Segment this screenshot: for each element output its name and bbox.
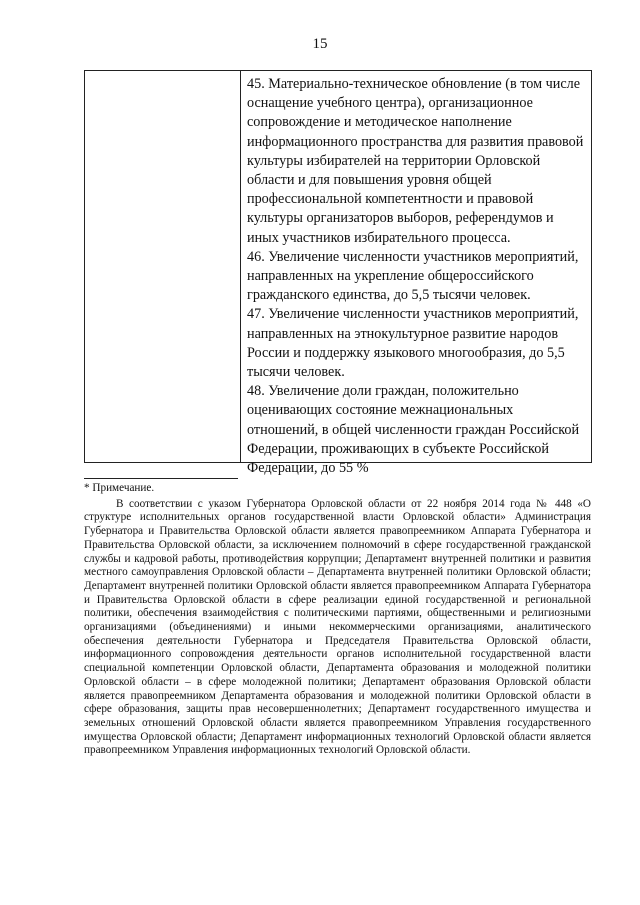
footnote-text: В соответствии с указом Губернатора Орловской области от 22 ноября 2014 года № 448 «О структуре исполнительных органов государственной власти Орловской области» Администрация Губернатора и Правительства Орловской области является правопреемником Аппарата Губернатора и Правительства Орловской области, за исключением полномочий в сфере государственной гражданской службы и кадровой работы, противодействия коррупции; Департамент внутренней политики и развития местного самоуправления Орловской области – Департамента внутренней политики Орловской области; Департамент внутренней политики Орловской области является правопреемником Аппарата Губернатора и Правительства Орловской области в сфере реализации единой государственной и региональной политики, обеспечения взаимодействия с политическими партиями, общественными и религиозными организациями (объединениями) и иными некоммерческими организациями, аналитического обеспечения деятельности Губернатора и Председателя Правительства Орловской области, информационного сопровождения деятельности органов исполнительной государственной власти специальной компетенции Орловской области, Департамента образования и молодежной политики Орловской области – в сфере молодежной политики; Департамент образования Орловской области является правопреемником Департамента образования и молодежной политики Орловской области в сфере образования, защиты прав несовершеннолетних; Департамент государственного имущества и земельных отношений Орловской области является правопреемником Управления государственного имущества Орловской области; Департамент информационных технологий Орловской области является правопреемником Управления информационных технологий Орловской области. [84, 497, 591, 757]
footnote [84, 482, 591, 758]
footnote-separator [84, 478, 238, 479]
table-cell-goals [241, 71, 591, 477]
footnote-title: * Примечание. [84, 482, 155, 494]
goal-item-46: 46. Увеличение численности участников мероприятий, направленных на укрепление общероссийского гражданского единства, до 5,5 тысячи человек. [247, 248, 579, 304]
page-number: 15 [312, 36, 328, 52]
goal-item-47: 47. Увеличение численности участников мероприятий, направленных на этнокультурное развитие народов России и поддержку языкового многообразия, до 5,5 тысячи человек. [247, 306, 579, 381]
table-cell-left-empty [85, 71, 241, 462]
goals-table [84, 70, 592, 477]
goal-item-45: 45. Материально-техническое обновление (в том числе оснащение учебного центра), организационное сопровождение и методическое наполнение информационного пространства для развития правовой культуры избирателей на территории Орловской области и для повышения уровня общей профессиональной компетентности и правовой культуры организаторов выборов, референдумов и иных участников избирательного процесса. [247, 76, 584, 246]
goal-item-48: 48. Увеличение доли граждан, положительно оценивающих состояние межнациональных отношений, в общей численности граждан Российской Федерации, проживающих в субъекте Российской Федерации, до 55 % [247, 383, 580, 477]
